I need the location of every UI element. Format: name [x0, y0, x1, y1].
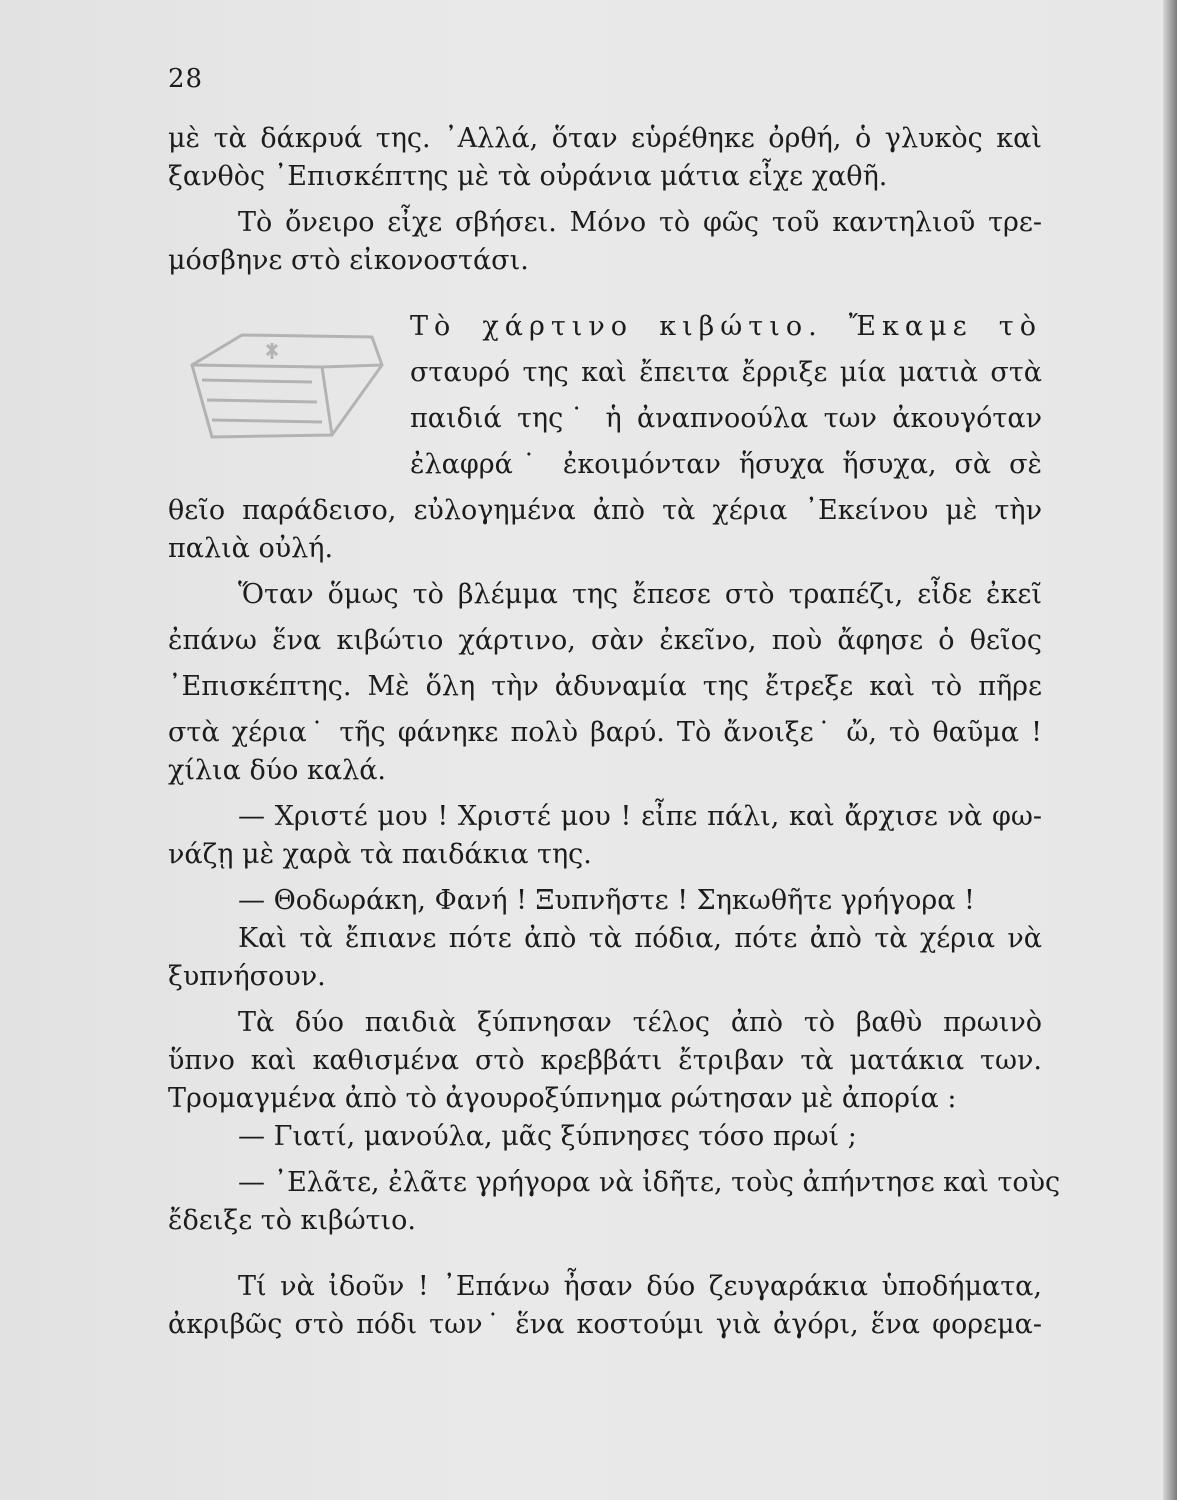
text-line: ἔδειξε τὸ κιβώτιο.: [168, 1205, 416, 1236]
text-line: ξανθὸς ᾿Επισκέπτης μὲ τὰ οὐράνια μάτια εἶχε χαθῆ.: [168, 161, 888, 192]
page-edge: [1163, 0, 1177, 1500]
text-line: Τρομαγμένα ἀπὸ τὸ ἀγουροξύπνημα ρώτησαν μὲ ἀπορία :: [168, 1083, 957, 1114]
text-line: — Χριστέ μου ! Χριστέ μου ! εἶπε πάλι, καὶ ἄρχισε νὰ φω-: [238, 801, 1042, 832]
text-line: Τὸ ὄνειρο εἶχε σβήσει. Μόνο τὸ φῶς τοῦ καντηλιοῦ τρε-: [238, 207, 1042, 238]
text-line: ᾿Επισκέπτης. Μὲ ὅλη τὴν ἀδυναμία της ἔτρεξε καὶ τὸ πῆρε: [168, 671, 1042, 702]
text-line: στὰ χέρια˙ τῆς φάνηκε πολὺ βαρύ. Τὸ ἄνοιξε˙ ὤ, τὸ θαῦμα !: [168, 717, 1042, 748]
text-line: παλιὰ οὐλή.: [168, 533, 334, 564]
text-line: Τὰ δύο παιδιὰ ξύπνησαν τέλος ἀπὸ τὸ βαθὺ πρωινὸ: [238, 1007, 1042, 1038]
text-line: Καὶ τὰ ἔπιανε πότε ἀπὸ τὰ πόδια, πότε ἀπὸ τὰ χέρια νὰ: [238, 923, 1042, 954]
text-line: μόσβηνε στὸ εἰκονοστάσι.: [168, 245, 529, 276]
text-line: θεῖο παράδεισο, εὐλογημένα ἀπὸ τὰ χέρια ᾿Εκείνου μὲ τὴν: [168, 495, 1042, 526]
text-line: — Θοδωράκη, Φανή ! Ξυπνῆστε ! Σηκωθῆτε γρήγορα !: [238, 885, 975, 916]
text-line: ἀκριβῶς στὸ πόδι των˙ ἕνα κοστούμι γιὰ ἀγόρι, ἕνα φορεμα-: [168, 1309, 1042, 1340]
text-line: χίλια δύο καλά.: [168, 755, 387, 786]
page-number: 28: [168, 64, 204, 94]
text-line: Τί νὰ ἰδοῦν ! ᾿Επάνω ἦσαν δύο ζευγαράκια ὑποδήματα,: [238, 1271, 1042, 1302]
section-heading: Τὸ χάρτινο κιβώτιο. Ἔκαμε τὸ: [410, 311, 1042, 342]
text-line: Ὅταν ὅμως τὸ βλέμμα της ἔπεσε στὸ τραπέζι, εἶδε ἐκεῖ: [238, 579, 1042, 610]
text-line: μὲ τὰ δάκρυά της. ᾿Αλλά, ὅταν εὑρέθηκε ὀρθή, ὁ γλυκὸς καὶ: [168, 123, 1042, 154]
text-line: σταυρό της καὶ ἔπειτα ἔρριξε μία ματιὰ στὰ: [410, 357, 1042, 388]
text-line: — ᾿Ελᾶτε, ἐλᾶτε γρήγορα νὰ ἰδῆτε, τοὺς ἀπήντησε καὶ τοὺς: [238, 1167, 1061, 1198]
body-text: [168, 120, 1061, 1344]
text-line: ὕπνο καὶ καθισμένα στὸ κρεββάτι ἔτριβαν τὰ ματάκια των.: [168, 1045, 1042, 1076]
text-line: — Γιατί, μανούλα, μᾶς ξύπνησες τόσο πρωί ;: [238, 1121, 857, 1152]
text-line: νάζῃ μὲ χαρὰ τὰ παιδάκια της.: [168, 839, 592, 870]
text-line: παιδιά της˙ ἡ ἀναπνοούλα των ἀκουγόταν: [410, 403, 1042, 434]
text-line: ἐπάνω ἕνα κιβώτιο χάρτινο, σὰν ἐκεῖνο, ποὺ ἄφησε ὁ θεῖος: [168, 625, 1042, 656]
text-line: ἐλαφρά˙ ἐκοιμόνταν ἥσυχα ἥσυχα, σὰ σὲ: [410, 449, 1042, 480]
text-line: ξυπνήσουν.: [168, 961, 326, 992]
